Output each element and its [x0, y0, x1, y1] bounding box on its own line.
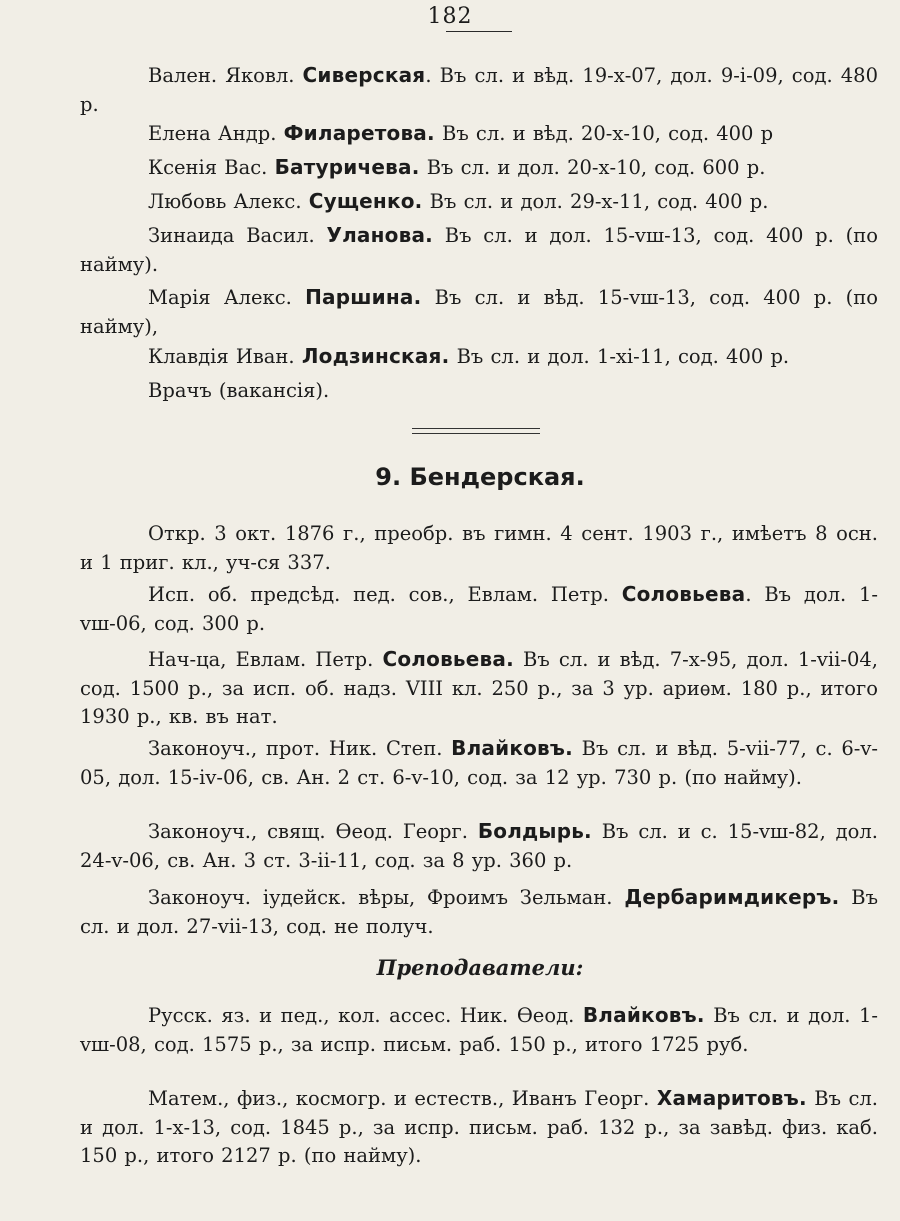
staff-surname: Лодзинская.: [301, 344, 450, 368]
entry-details: Въ сл. и дол. 29-х-11, сод. 400 р.: [422, 190, 769, 213]
entry-prefix: Зинаида Васил.: [148, 224, 327, 247]
entry-prefix: Законоуч., прот. Ник. Степ.: [148, 737, 452, 760]
staff-entry: [80, 283, 878, 341]
entry-details: Въ сл. и дол. 20-х-10, сод. 600 р.: [419, 156, 766, 179]
entry-prefix: Законоуч., свящ. Ѳеод. Георг.: [148, 820, 478, 843]
staff-entry: [80, 61, 878, 119]
staff-entry: [80, 645, 878, 732]
entry-details: Въ сл. и вѣд. 7-х-95, дол. 1-vіі-04, сод. 1500 р., за исп. об. надз. VIII кл. 250 р., за 3 ур. ариѳм. 180 р., итого 1930 р., кв. въ нат.: [80, 648, 878, 728]
staff-surname: Филаретова.: [283, 121, 435, 145]
staff-surname: Батуричева.: [274, 155, 420, 179]
section-number-dot: .: [391, 463, 410, 491]
entry-prefix: Исп. об. предсѣд. пед. сов., Евлам. Петр.: [148, 583, 622, 606]
staff-entry: [80, 187, 878, 217]
section-number: 9: [375, 463, 392, 491]
entry-prefix: Ксенія Вас.: [148, 156, 275, 179]
staff-entry: [80, 221, 878, 279]
staff-surname: Дербаримдикеръ.: [624, 885, 840, 909]
staff-entry: [80, 817, 878, 875]
entry-prefix: Врачъ (вакансія).: [148, 379, 330, 402]
entry-details: Въ сл. и дол. 1-х-13, сод. 1845 р., за испр. письм. раб. 132 р., за завѣд. физ. каб. 150 р., итого 2127 р. (по найму).: [80, 1087, 878, 1167]
entry-prefix: Елена Андр.: [148, 122, 284, 145]
staff-surname: Уланова.: [326, 223, 433, 247]
staff-entry: [80, 119, 878, 149]
section-divider: [412, 428, 540, 434]
staff-entry: [80, 580, 878, 638]
staff-entry: [80, 1084, 878, 1171]
entry-details: Въ сл. и дол. 15-vш-13, сод. 400 р. (по найму).: [80, 224, 878, 276]
entry-details: Въ сл. и дол. 1-vш-08, сод. 1575 р., за испр. письм. раб. 150 р., итого 1725 руб.: [80, 1004, 879, 1056]
staff-entry: [80, 1001, 878, 1059]
staff-entry: [80, 883, 878, 941]
teachers-subheading: Преподаватели:: [376, 955, 584, 980]
entry-prefix: Законоуч. іудейск. вѣры, Фроимъ Зельман.: [148, 886, 625, 909]
section-intro: [80, 520, 878, 577]
entry-prefix: Любовь Алекс.: [148, 190, 309, 213]
entry-details: . Въ дол. 1-vш-06, сод. 300 р.: [80, 583, 878, 635]
entry-details: Въ сл. и вѣд. 5-vіі-77, с. 6-v-05, дол. 15-іv-06, св. Ан. 2 ст. 6-v-10, сод. за 12 ур. 730 р. (по найму).: [80, 737, 878, 789]
entry-details: Въ сл. и дол. 1-хі-11, сод. 400 р.: [449, 345, 790, 368]
staff-surname: Сиверская: [302, 63, 426, 87]
entry-prefix: Матем., физ., космогр. и естеств., Иванъ Георг.: [148, 1087, 657, 1110]
entry-prefix: Русск. яз. и пед., кол. ассес. Ник. Ѳеод.: [148, 1004, 583, 1027]
staff-entry: [80, 342, 878, 372]
entry-details: Въ сл. и дол. 27-vіі-13, сод. не получ.: [80, 886, 878, 938]
page-number-rule: [446, 31, 512, 32]
page-number: 182: [427, 4, 473, 29]
intro-text: Откр. 3 окт. 1876 г., преобр. въ гимн. 4 сент. 1903 г., имѣетъ 8 осн. и 1 приг. кл., уч-ся 337.: [80, 522, 878, 574]
entry-details: Въ сл. и с. 15-vш-82, дол. 24-v-06, св. Ан. 3 ст. 3-іі-11, сод. за 8 ур. 360 р.: [80, 820, 879, 872]
entry-prefix: Клавдія Иван.: [148, 345, 302, 368]
section-heading: [0, 463, 900, 491]
staff-entry: [80, 377, 878, 406]
entry-prefix: Вален. Яковл.: [148, 64, 303, 87]
staff-entry: [80, 734, 878, 792]
staff-surname: Хамаритовъ.: [656, 1086, 807, 1110]
entry-details: Въ сл. и вѣд. 20-х-10, сод. 400 р: [434, 122, 774, 145]
section-title-text: Бендерская.: [409, 463, 585, 491]
entry-details: Въ сл. и вѣд. 15-vш-13, сод. 400 р. (по найму),: [80, 286, 878, 338]
staff-surname: Влайковъ.: [451, 736, 573, 760]
entry-details: . Въ сл. и вѣд. 19-х-07, дол. 9-і-09, сод. 480 р.: [80, 64, 878, 116]
entry-prefix: Марія Алекс.: [148, 286, 306, 309]
staff-surname: Сущенко.: [308, 189, 423, 213]
entry-prefix: Нач-ца, Евлам. Петр.: [148, 648, 383, 671]
staff-surname: Паршина.: [305, 285, 422, 309]
staff-surname: Соловьева: [621, 582, 746, 606]
staff-surname: Болдырь.: [477, 819, 592, 843]
staff-entry: [80, 153, 878, 183]
staff-surname: Влайковъ.: [582, 1003, 705, 1027]
staff-surname: Соловьева.: [382, 647, 514, 671]
